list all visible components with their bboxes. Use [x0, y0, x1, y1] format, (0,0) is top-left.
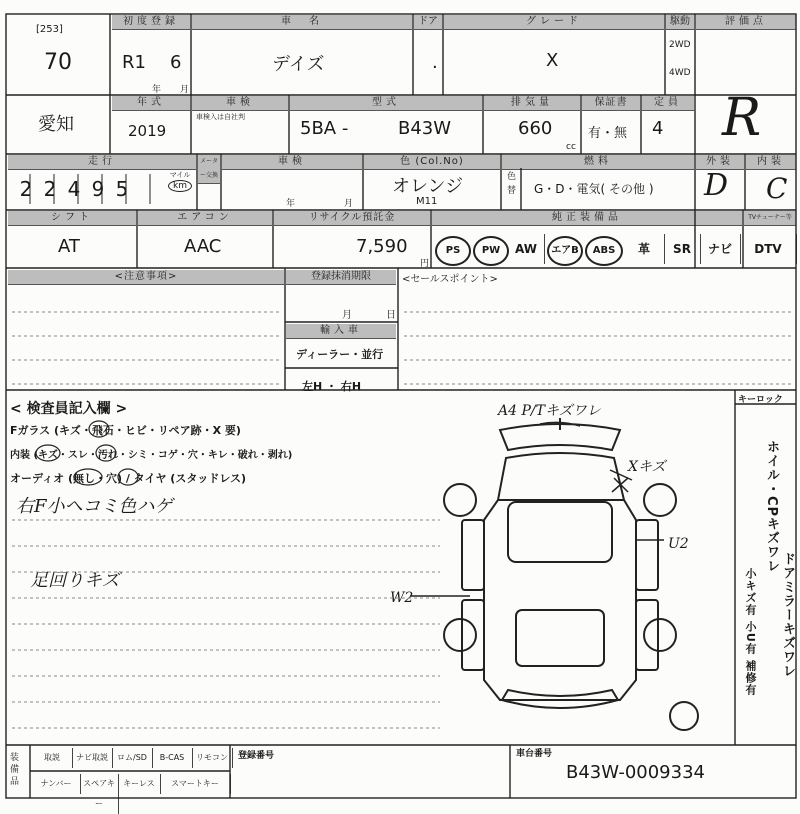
reg-no-label: 登録番号: [238, 751, 275, 761]
sales-point-label: <セールスポイント>: [402, 274, 498, 285]
hdr-model: 型式: [290, 96, 482, 111]
drive-4wd: 4WD: [669, 68, 691, 78]
hdr-first-reg: 初度登録: [112, 15, 190, 30]
recycle-yen: 円: [420, 259, 430, 269]
side-note-mirror: ドアミラーキズワレ: [780, 552, 795, 678]
side-note-wheel: ホイル・CPキズワレ: [764, 440, 779, 574]
model-year-value: 2019: [128, 122, 167, 140]
bottom-cell-bottom: キーレス: [118, 774, 161, 794]
key-lock-label: キーロック: [738, 395, 783, 405]
month-small-label: 月: [180, 85, 190, 95]
equipment-item: AW: [508, 234, 545, 264]
inspector-note-1: 右F小ヘコミ色ハゲ: [16, 496, 173, 517]
inspection-year: 年: [286, 199, 296, 209]
diagram-note-right: Xキズ: [628, 459, 666, 475]
diagram-note-top: A4 P/Tキズワレ: [498, 403, 601, 419]
hdr-color: 色 (Col.No): [364, 155, 500, 170]
drive-2wd: 2WD: [669, 40, 691, 50]
hdr-tuner: TVチューナー等: [744, 211, 796, 226]
inspection-note: 車検入は自社判: [196, 113, 245, 121]
lot-number: [253]: [36, 24, 63, 35]
recycle-value: 7,590: [356, 236, 408, 257]
hdr-meter-change: メーター交換: [198, 155, 220, 184]
hdr-reg-expire: 登録抹消期限: [286, 270, 396, 285]
model-prefix: 5BA -: [300, 118, 349, 139]
hdr-equipment: 純正装備品: [432, 211, 742, 226]
hdr-door: ドア: [414, 15, 442, 30]
hdr-aircon: エアコン: [138, 211, 272, 226]
interior-line: 内装 (キズ・スレ・汚れ・シミ・コゲ・穴・キレ・破れ・剥れ): [10, 450, 293, 461]
lot-main: 70: [44, 50, 72, 75]
bottom-side-label: 装備品: [10, 753, 20, 787]
bottom-cell-bottom: ナンバー: [32, 774, 81, 794]
mileage-unit: [168, 170, 192, 192]
hdr-model-year: 年式: [112, 96, 190, 111]
hdr-fuel: 燃料: [502, 155, 694, 170]
hdr-rating: 評価点: [696, 15, 796, 30]
color-value: オレンジ: [392, 176, 464, 197]
audio-line: オーディオ (無し・穴) / タイヤ (スタッドレス): [10, 472, 247, 485]
equipment-item: SR: [664, 234, 701, 264]
displacement-unit: cc: [566, 142, 576, 152]
mile-unit: マイル: [169, 171, 191, 179]
reg-expire-month: 月: [342, 310, 352, 321]
hdr-inspection-2: 車検: [222, 155, 362, 170]
dealer-value: ディーラー・並行: [296, 348, 384, 361]
hdr-entry: 輸入車: [286, 324, 396, 339]
bottom-cell-top: ナビ取説: [72, 748, 113, 768]
inspector-note-2: 足回りキズ: [30, 570, 120, 591]
hdr-grade: グレード: [444, 15, 664, 30]
handle-value: 左H ・ 右H: [302, 380, 362, 393]
rating-mark: R: [722, 88, 762, 148]
color-change: 色 替: [507, 172, 517, 196]
hdr-shift: シフト: [8, 211, 136, 226]
warranty-value: 有・無: [588, 126, 628, 141]
color-code: M11: [416, 196, 438, 207]
bottom-cell-top: ロム/SD: [112, 748, 153, 768]
hdr-displacement: 排気量: [484, 96, 580, 111]
equipment-item: PS: [435, 236, 471, 266]
mileage-digit: 9: [91, 177, 105, 201]
equipment-item: ナビ: [700, 234, 741, 264]
diagram-note-w2: W2: [390, 590, 414, 606]
equipment-item: PW: [473, 236, 509, 266]
hdr-recycle: リサイクル預託金: [274, 211, 430, 226]
shift-value: AT: [58, 236, 80, 257]
hdr-capacity: 定員: [642, 96, 694, 111]
inspector-title: < 検査員記入欄 >: [10, 401, 128, 417]
mileage-digit: 4: [67, 177, 81, 201]
glass-line: Fガラス (キズ・飛石・ヒビ・リペア跡・X 要): [10, 424, 241, 437]
bottom-cell-top: リモコン: [192, 748, 233, 768]
car-name-value: デイズ: [272, 54, 325, 75]
km-unit: km: [168, 180, 192, 192]
fuel-value: G・D・電気( その他 ): [534, 182, 654, 196]
equipment-item: 革: [624, 234, 665, 264]
hdr-drive: 駆動: [666, 15, 694, 30]
hdr-car-name: 車 名: [192, 15, 412, 30]
hdr-past-history: <注意事項>: [8, 270, 284, 285]
interior-mark: C: [766, 172, 788, 205]
bottom-cell-top: 取説: [32, 748, 73, 768]
diagram-note-u2: U2: [668, 536, 689, 552]
inspection-month: 月: [344, 199, 354, 209]
prefecture: 愛知: [38, 114, 74, 135]
equipment-item: エアB: [547, 236, 583, 266]
first-reg-month: 6: [170, 52, 182, 73]
bottom-cell-bottom: スペアキー: [80, 774, 119, 814]
equipment-item: DTV: [740, 234, 797, 264]
exterior-mark: D: [704, 168, 729, 203]
reg-expire-day: 日: [386, 310, 396, 321]
hdr-warranty: 保証書: [582, 96, 640, 111]
capacity-value: 4: [652, 118, 664, 139]
chassis-no: B43W-0009334: [566, 762, 705, 783]
hdr-mileage: 走行: [8, 155, 196, 170]
chassis-label: 車台番号: [516, 749, 553, 759]
hdr-inspection: 車検: [192, 96, 288, 111]
first-reg-era: R1: [122, 52, 146, 73]
mileage-digit: 5: [115, 177, 129, 201]
bottom-cell-top: B-CAS: [152, 748, 193, 768]
hdr-interior: 内装: [746, 155, 796, 170]
mileage-digit: 2: [19, 177, 33, 201]
grade-value: X: [546, 50, 559, 71]
hdr-exterior: 外装: [696, 155, 744, 170]
aircon-value: AAC: [184, 236, 222, 257]
model-code: B43W: [398, 118, 452, 139]
side-note-misc: 小キズ有 小U有 補修有: [744, 568, 757, 696]
bottom-cell-bottom: スマートキー: [160, 774, 231, 794]
mileage-digit: 2: [43, 177, 57, 201]
equipment-item: ABS: [585, 236, 623, 266]
door-value: .: [432, 52, 438, 73]
year-small-label: 年: [152, 85, 162, 95]
displacement-value: 660: [518, 118, 553, 139]
